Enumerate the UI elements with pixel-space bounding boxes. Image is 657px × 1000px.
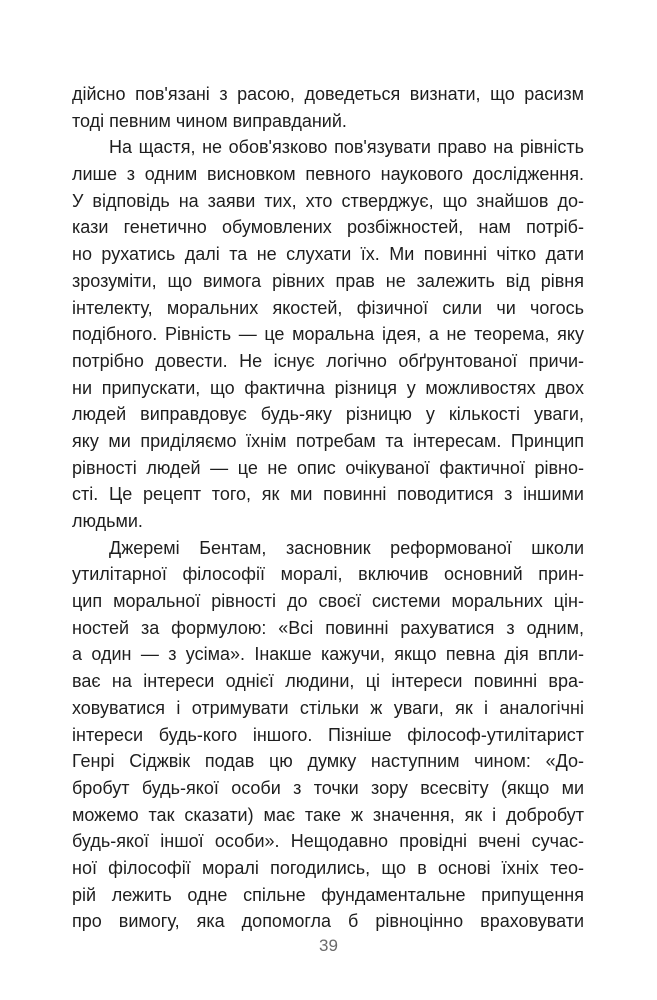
text-line: Генрі Сіджвік подав цю думку наступним чином: «До- [72, 751, 584, 772]
text-line: ної філософії моралі погодились, що в основі їхніх тео- [72, 857, 584, 878]
text-line: ни припускати, що фактична різниця у можливостях двох [72, 377, 584, 398]
text-line: дійсно пов'язані з расою, доведеться визнати, що расизм [72, 84, 584, 104]
text-line: кази генетично обумовлених розбіжностей, нам потріб- [72, 217, 584, 238]
text-line: бробут будь-якої особи з точки зору всесвіту (якщо ми [72, 777, 584, 798]
text-line: лише з одним висновком певного наукового дослідження. [72, 164, 584, 185]
text-line: рій лежить одне спільне фундаментальне припущення [72, 884, 584, 905]
text-line: подібного. Рівність — це моральна ідея, а не теорема, яку [72, 324, 584, 345]
text-line: про вимогу, яка допомогла б рівноцінно враховувати [72, 911, 584, 932]
text-line: потрібно довести. Не існує логічно обґрунтованої причи- [72, 350, 584, 371]
text-line: тоді певним чином виправданий. [72, 110, 347, 131]
body-text [72, 81, 584, 935]
text-line: зрозуміти, що вимога рівних прав не залежить від рівня [72, 270, 584, 291]
text-line: но рухатись далі та не слухати їх. Ми повинні чітко дати [72, 244, 584, 265]
text-line: утилітарної філософії моралі, включив основний прин- [72, 564, 584, 585]
text-line: У відповідь на заяви тих, хто стверджує, що знайшов до- [72, 190, 584, 211]
text-line: яку ми приділяємо їхнім потребам та інтересам. Принцип [72, 430, 584, 451]
text-line: людьми. [72, 511, 143, 531]
text-line: інтереси будь-кого іншого. Пізніше філософ-утилітарист [72, 724, 584, 745]
text-line: ностей за формулою: «Всі повинні рахуватися з одним, [72, 617, 584, 638]
text-line: можемо так сказати) має таке ж значення, як і добробут [72, 804, 584, 825]
text-line: рівності людей — це не опис очікуваної фактичної рівно- [72, 457, 584, 478]
text-line: ховуватися і отримувати стільки ж уваги, як і аналогічні [72, 697, 584, 718]
page-number: 39 [319, 936, 338, 955]
text-line: Джеремі Бентам, засновник реформованої школи [109, 537, 584, 558]
text-line: людей виправдовує будь-яку різницю у кількості уваги, [72, 404, 584, 425]
text-line: інтелекту, моральних якостей, фізичної сили чи чогось [72, 297, 584, 318]
text-line: будь-якої іншої особи». Нещодавно провідні вчені сучас- [72, 831, 584, 852]
text-line: сті. Це рецепт того, як ми повинні поводитися з іншими [72, 484, 584, 505]
text-line: ває на інтереси однієї людини, ці інтереси повинні вра- [72, 671, 584, 692]
text-line: цип моральної рівності до своєї системи моральних цін- [72, 591, 584, 612]
text-line: На щастя, не обов'язково пов'язувати право на рівність [109, 137, 584, 158]
text-line: а один — з усіма». Інакше кажучи, якщо певна дія впли- [72, 644, 584, 665]
